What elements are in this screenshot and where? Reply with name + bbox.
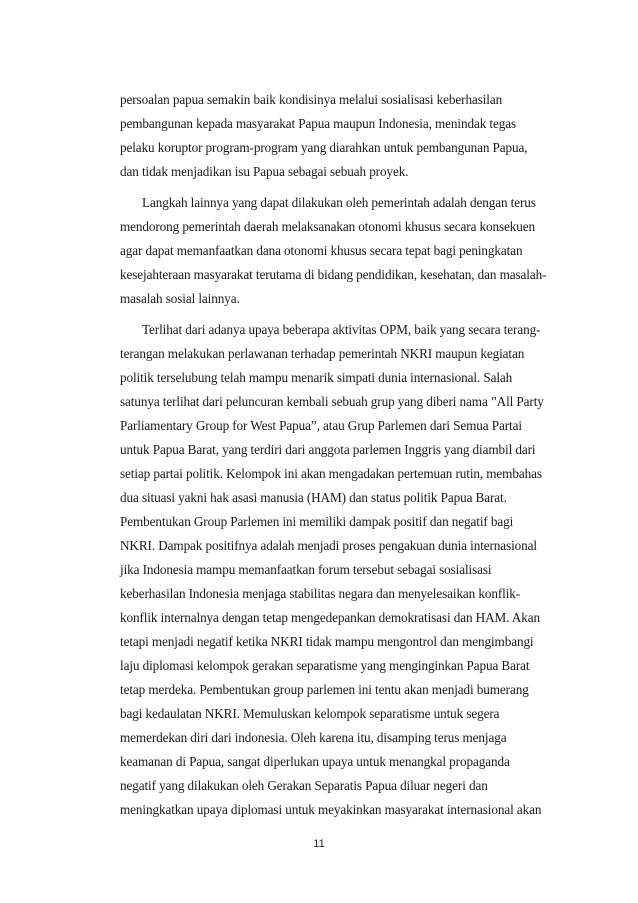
paragraph-1-line: persoalan papua semakin baik kondisinya melalui sosialisasi keberhasilan xyxy=(120,92,503,107)
paragraph-3-line: meningkatkan upaya diplomasi untuk meyakinkan masyarakat internasional akan xyxy=(120,802,542,817)
paragraph-1-line: pembangunan kepada masyarakat Papua maupun Indonesia, menindak tegas xyxy=(120,116,517,131)
paragraph-3-line: dua situasi yakni hak asasi manusia (HAM) dan status politik Papua Barat. xyxy=(120,490,507,505)
paragraph-1-line: pelaku koruptor program-program yang diarahkan untuk pembangunan Papua, xyxy=(120,140,528,155)
paragraph-2-line: agar dapat memanfaatkan dana otonomi khusus secara tepat bagi peningkatan xyxy=(120,243,523,258)
paragraph-3-line: terangan melakukan perlawanan terhadap pemerintah NKRI maupun kegiatan xyxy=(120,346,525,361)
paragraph-2-line: kesejahteraan masyarakat terutama di bidang pendidikan, kesehatan, dan masalah- xyxy=(120,267,547,282)
paragraph-3-line: konflik internalnya dengan tetap mengedepankan demokratisasi dan HAM. Akan xyxy=(120,610,540,625)
paragraph-3-line: politik terselubung telah mampu menarik simpati dunia internasional. Salah xyxy=(120,370,513,385)
paragraph-3-line: satunya terlihat dari peluncuran kembali sebuah grup yang diberi nama ”All Party xyxy=(120,394,544,409)
paragraph-3-line: bagi kedaulatan NKRI. Memuluskan kelompok separatisme untuk segera xyxy=(120,706,500,721)
paragraph-3-line: jika Indonesia mampu memanfaatkan forum tersebut sebagai sosialisasi xyxy=(120,562,492,577)
paragraph-3-line: laju diplomasi kelompok gerakan separatisme yang menginginkan Papua Barat xyxy=(120,658,530,673)
paragraph-3-line: NKRI. Dampak positifnya adalah menjadi proses pengakuan dunia internasional xyxy=(120,538,537,553)
paragraph-3-line: negatif yang dilakukan oleh Gerakan Separatis Papua diluar negeri dan xyxy=(120,778,488,793)
paragraph-1-line: dan tidak menjadikan isu Papua sebagai sebuah proyek. xyxy=(120,164,409,179)
paragraph-3-line: tetapi menjadi negatif ketika NKRI tidak mampu mengontrol dan mengimbangi xyxy=(120,634,534,649)
paragraph-2-line: Langkah lainnya yang dapat dilakukan oleh pemerintah adalah dengan terus xyxy=(142,195,536,210)
page-number: 11 xyxy=(313,838,325,850)
paragraph-2-line: mendorong pemerintah daerah melaksanakan otonomi khusus secara konsekuen xyxy=(120,219,536,234)
paragraph-3-line: setiap partai politik. Kelompok ini akan mengadakan pertemuan rutin, membahas xyxy=(120,466,542,481)
paragraph-3-line: untuk Papua Barat, yang terdiri dari anggota parlemen Inggris yang diambil dari xyxy=(120,442,536,457)
paragraph-3-line: memerdekan diri dari indonesia. Oleh karena itu, disamping terus menjaga xyxy=(120,730,507,745)
paragraph-3-line: Pembentukan Group Parlemen ini memiliki dampak positif dan negatif bagi xyxy=(120,514,514,529)
paragraph-2-line: masalah sosial lainnya. xyxy=(120,291,240,306)
paragraph-3-line: keamanan di Papua, sangat diperlukan upaya untuk menangkal propaganda xyxy=(120,754,510,769)
paragraph-3-line: tetap merdeka. Pembentukan group parlemen ini tentu akan menjadi bumerang xyxy=(120,682,529,697)
paragraph-3-line: Terlihat dari adanya upaya beberapa aktivitas OPM, baik yang secara terang- xyxy=(142,322,541,337)
paragraph-3-line: keberhasilan Indonesia menjaga stabilitas negara dan menyelesaikan konflik- xyxy=(120,586,521,601)
paragraph-3-line: Parliamentary Group for West Papua”, atau Grup Parlemen dari Semua Partai xyxy=(120,418,522,433)
